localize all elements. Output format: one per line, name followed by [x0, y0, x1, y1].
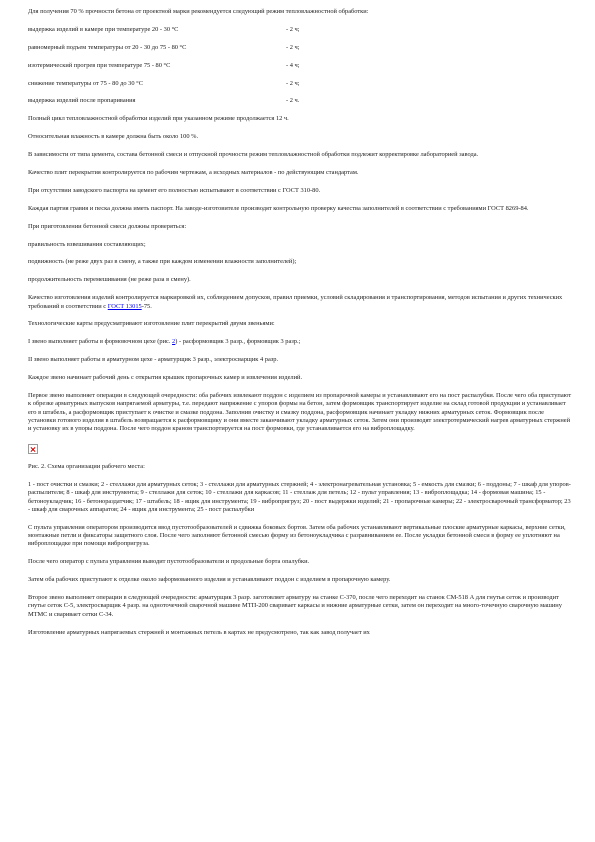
check-item: правильность взвешивания составляющих; [28, 240, 146, 248]
after-paragraph: После чего оператор с пульта управления выводит пустотообразователи и продольные борта опалубки. [28, 558, 310, 566]
marking-paragraph [28, 294, 573, 311]
aggregate-paragraph: Каждая партия гравия и песка должна иметь паспорт. На заводе-изготовителе производят контрольную проверку качества заполнителей в соответствии с требованиями ГОСТ 8269-84. [28, 204, 529, 212]
humidity-paragraph: Относительная влажность в камере должна быть около 100 %. [28, 133, 199, 141]
link1-text: I звено выполняет работы в формовочном цехе (рис. [28, 338, 173, 346]
passport-paragraph: При отсутствии заводского паспорта на цемент его полностью испытывают в соответствии с ГОСТ 310-80. [28, 186, 321, 194]
regime-label: изотермический прогрев при температуре 75 - 80 °С [28, 61, 171, 69]
legend-paragraph: 1 - пост очистки и смазки; 2 - стеллажи для арматурных сеток; 3 - стеллажи для арматурных стержней; 4 - электронагревательная установка; 5 - емкость для смазки; 6 - поддоны; 7 - шкаф для упоров-распылителя; 8 - шкаф для инструмента; 9 - стеллажи для сеток; 10 - стеллажи для каркасов; 11 - стеллаж для петель; 12 - пульт управления; 13 - виброплощадка; 14 - формовая машина; 15 - бетоноукладчик; 16 - бетонораздатчик; 17 - штабель; 18 - ящик для инструмента; 19 - вибропригруз; 20 - пост выдержки изделий; 21 - пропарочные камеры; 22 - электросварочный трансформатор; 23 - шкаф для сварочных аппаратов; 24 - ящик для инструмента; 25 - пост распалубки [28, 480, 571, 513]
regime-value: - 2 ч; [286, 25, 300, 33]
quality-paragraph: Качество плит перекрытия контролируется по рабочим чертежам, а исходных материалов - по действующим стандартам. [28, 169, 359, 177]
regime-row [28, 62, 573, 70]
document-page [28, 8, 573, 646]
marking-text: Качество изготовления изделий контролируется маркировкой их, соблюдением допусков, правил приемки, условий складирования и транспортирования, методов испытания и других технических требований в соответствии с [28, 294, 563, 310]
check-intro-paragraph: При приготовлении бетонной смеси должны проверяться: [28, 222, 187, 230]
last-paragraph: Изготовление арматурных напрягаемых стержней и монтажных петель в картах не предусмотрено, так как завод получает их [28, 628, 370, 636]
first-team-paragraph: Первое звено выполняет операции в следующей очередности: оба рабочих извлекают поддон с изделием из пропарочной камеры и устанавливают его на пост распалубки. После чего оба приступают к обрезке арматурных выпусков напрягаемой арматуры, т.е. передают напряжение с упоров формы на бетон, затем формовщик транспортирует изделие на склад готовой продукции и устанавливает его в штабель, а расформовщик приступает к очистке и смазке поддона. Заполнив очистку и смазку поддона, расформовщик начинает укладку нижних арматурных сеток. Формовщик после установки готового изделия в штабель возвращается к расформовщику и они вместе заканчивают укладку арматурных сеток. Затем они производят электротермический нагрев арматурных стержней и установку их в упоры поддона. После чего поддон краном транспортируется на пост формовки, где устанавливается его на виброплощадку. [28, 392, 572, 433]
regime-value: - 2 ч; [286, 79, 300, 87]
figure-container [28, 443, 573, 457]
figure-ref-link[interactable]: 2 [172, 338, 176, 346]
regime-label: снижение температуры от 75 - 80 до 30 °С [28, 79, 143, 87]
control-paragraph: С пульта управления оператором производится ввод пустотообразователей и сдвижка боковых бортов. Затем оба рабочих устанавливают вертикальные плоские арматурные каркасы, верхние сетки, монтажные петли и фиксаторы защитного слоя. После чего заполняют бетонной смесью форму из бетоноукладчика с разравниванием ее. После укладки бетонной смеси в форму ее уплотняют на виброплощадке при помощи вибропригруза. [28, 523, 566, 548]
regime-value: - 2 ч. [286, 97, 300, 105]
broken-image-icon[interactable] [28, 444, 38, 454]
link2-paragraph: II звено выполняет работы в арматурном цехе - арматурщик 3 разр., электросварщик 4 разр. [28, 356, 279, 364]
regime-value: - 4 ч; [286, 61, 300, 69]
second-team-paragraph: Второе звено выполняет операции в следующей очередности: арматурщик 3 разр. заготовляет арматуру на станке С-370, после чего переходит на станок СМ-518 А для гнутья сеток и производит гнутье сеток С-5, электросварщик 4 разр. на одноточечной сварочной машине МТП-200 сваривает каркасы и нижние арматурные сетки, затем он переходит на много-точечную сварочную машину МТМС и сваривает сетки С-34. [28, 594, 562, 618]
intro-paragraph: Для получения 70 % прочности бетона от проектной марки рекомендуется следующий режим тепловлажностной обработки: [28, 8, 369, 15]
regime-row [28, 26, 573, 34]
check-item: подвижность (не реже двух раз в смену, а также при каждом изменении влажности заполнителей); [28, 258, 297, 266]
regime-row [28, 97, 573, 105]
regime-row [28, 44, 573, 52]
marking-suffix: -75. [141, 302, 152, 310]
link1-suffix: ) - расформовщик 3 разр., формовщик 3 разр.; [175, 338, 301, 346]
regime-value: - 2 ч; [286, 43, 300, 51]
figure-caption: Рис. 2. Схема организации рабочего места: [28, 463, 145, 471]
gost-link[interactable]: ГОСТ 13015 [107, 302, 142, 310]
day-paragraph: Каждое звено начинает рабочий день с открытия крышек пропарочных камер и извлечения изделий. [28, 374, 303, 382]
cement-paragraph: В зависимости от типа цемента, состава бетонной смеси и отпускной прочности режим тепловлажностной обработки подлежит корректировке лабораторией завода. [28, 151, 479, 159]
regime-label: выдержка изделий в камере при температуре 20 - 30 °С [28, 25, 179, 33]
link1-paragraph [28, 338, 573, 346]
cycle-paragraph: Полный цикл тепловлажностной обработки изделий при указанном режиме продолжается 12 ч. [28, 115, 289, 123]
check-item: продолжительность перемешивания (не реже раза в смену). [28, 276, 191, 284]
regime-row [28, 80, 573, 88]
tech-paragraph: Технологические карты предусматривают изготовление плит перекрытий двумя звеньями: [28, 320, 275, 328]
regime-label: равномерный подъем температуры от 20 - 30 до 75 - 80 °С [28, 43, 187, 51]
both-paragraph: Затем оба рабочих приступают к отделке около заформованного изделия и устанавливают поддон с изделием в пропарочную камеру. [28, 576, 391, 584]
regime-label: выдержка изделий после пропаривания [28, 97, 136, 105]
